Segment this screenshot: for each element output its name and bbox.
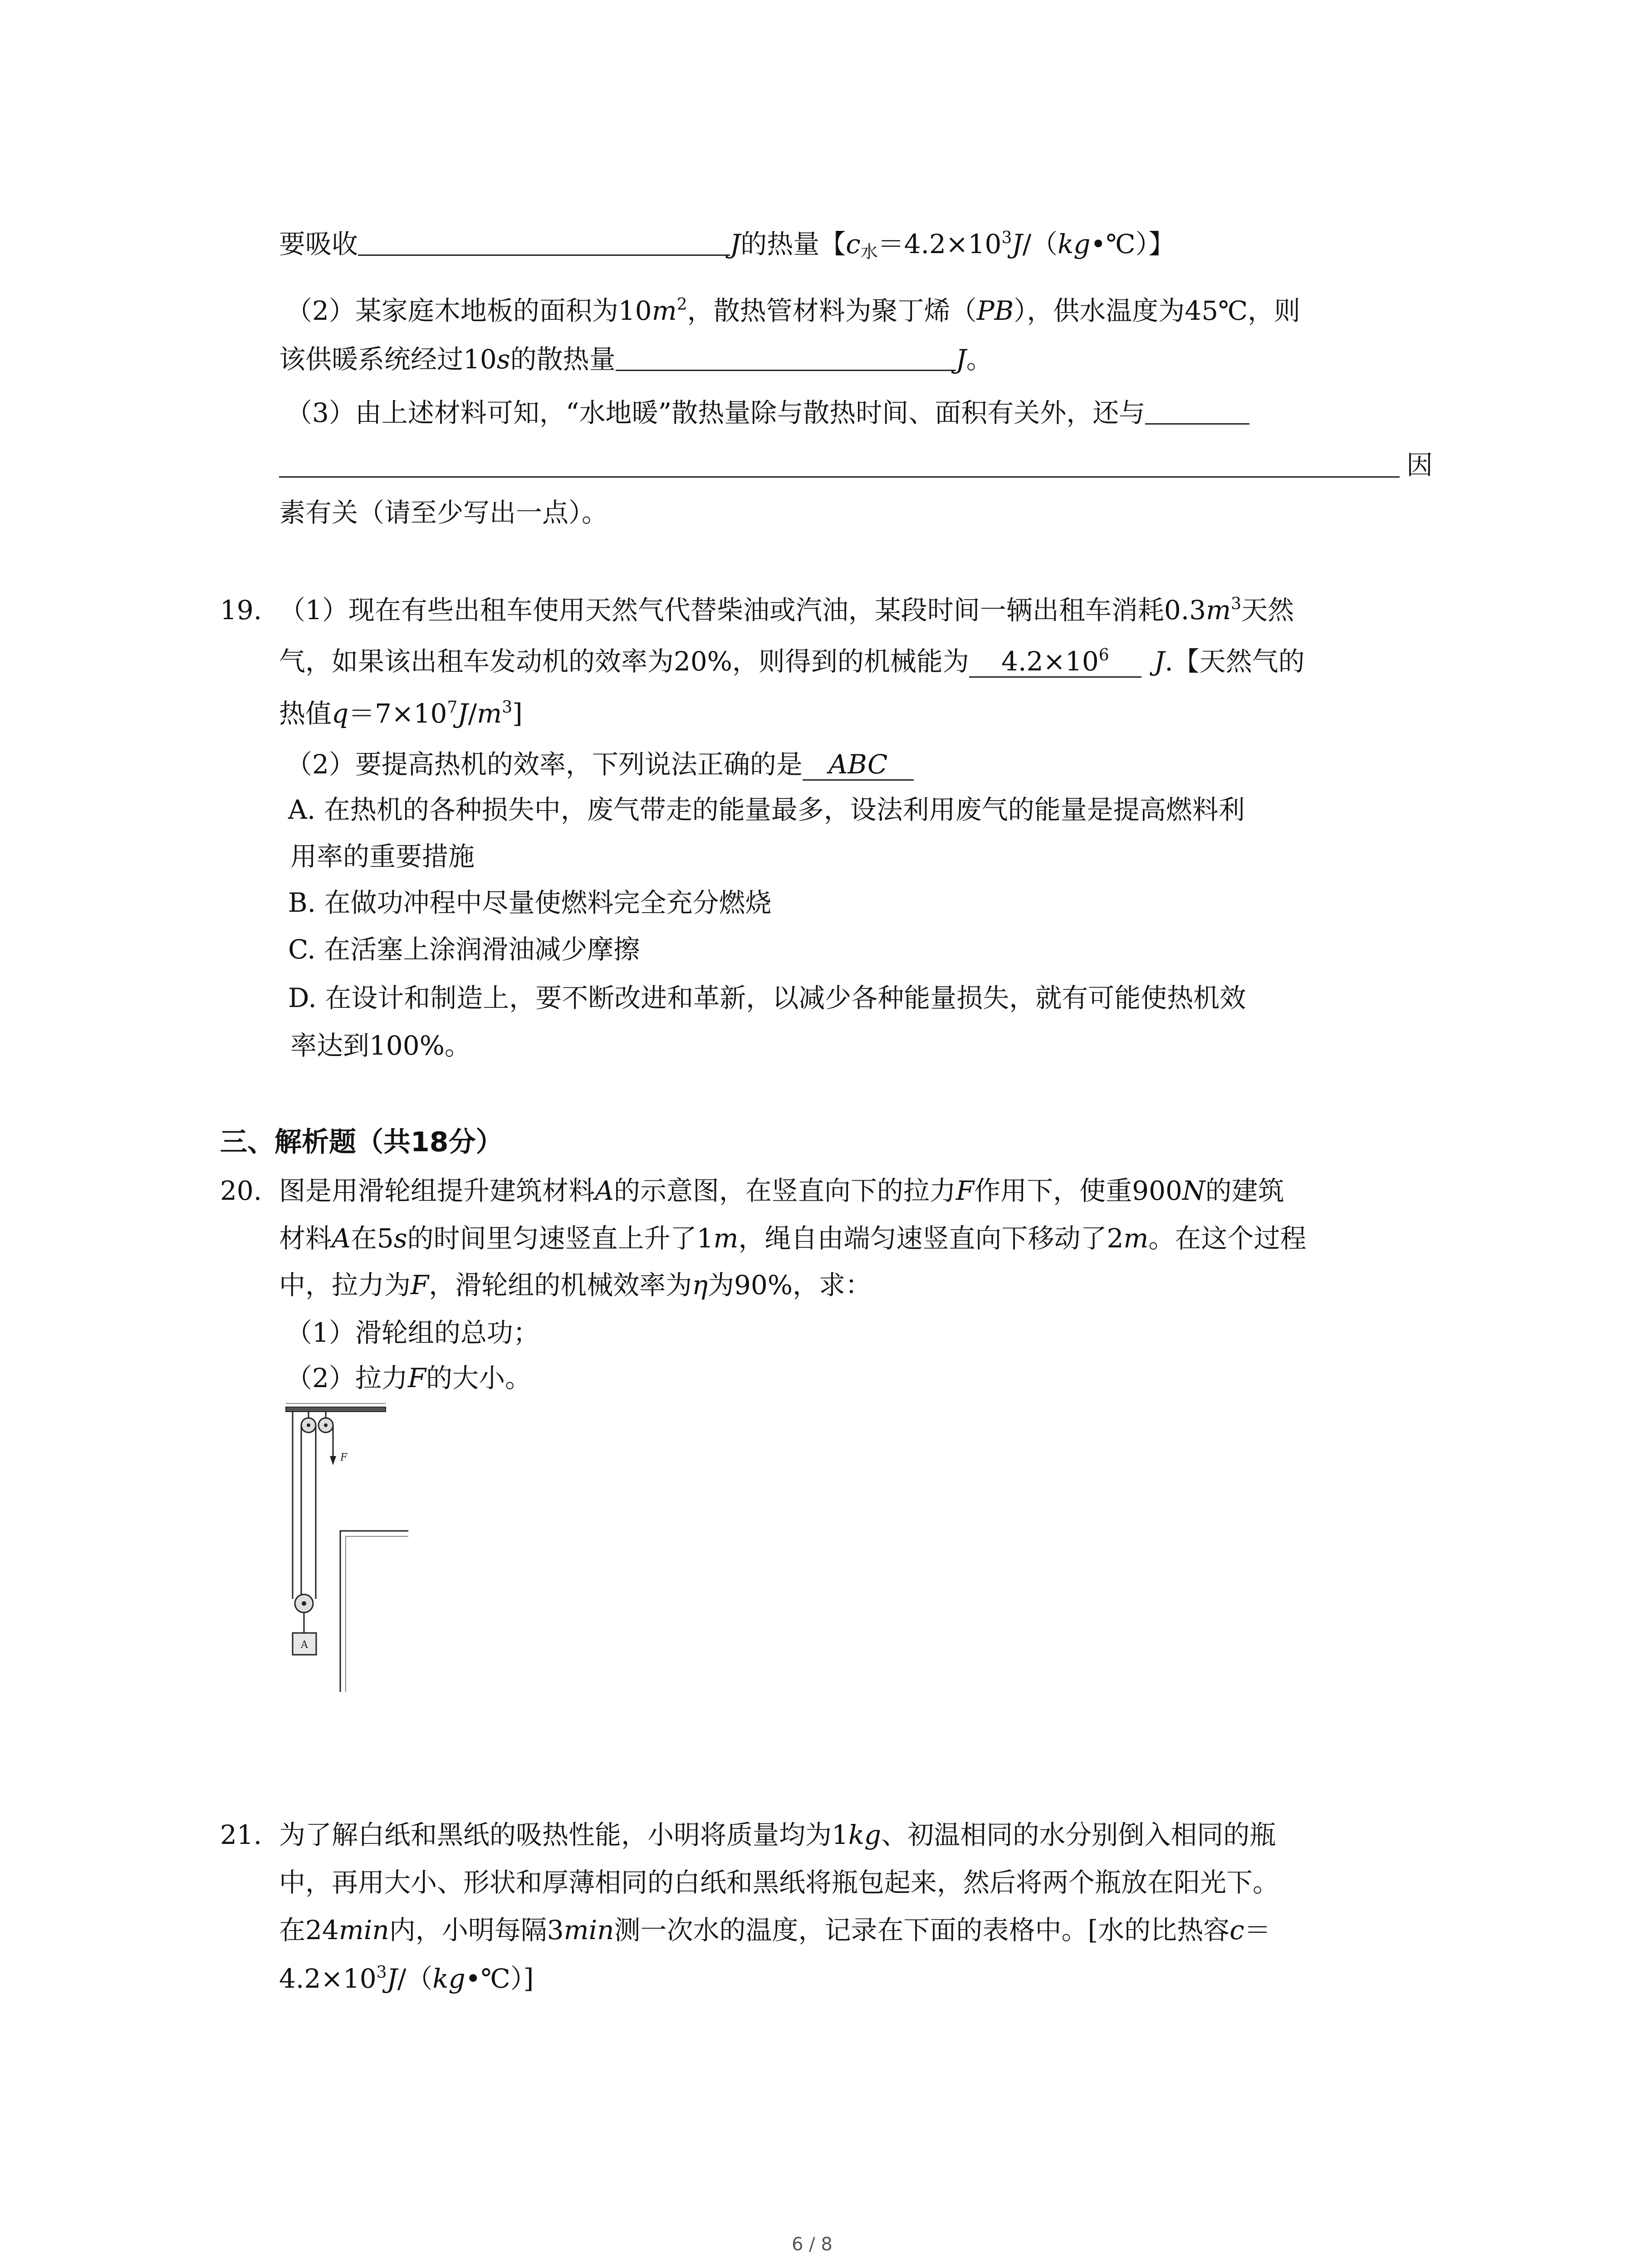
q19-number xyxy=(220,592,262,628)
text: 。在这个过程 xyxy=(1148,1223,1307,1254)
exponent: 3 xyxy=(502,698,513,717)
text: 图是用滑轮组提升建筑材料 xyxy=(279,1175,595,1206)
text: （2）某家庭木地板的面积为10 xyxy=(286,295,652,326)
text: ] xyxy=(512,698,523,729)
q18-line-4 xyxy=(286,395,1249,431)
subscript: 水 xyxy=(860,242,878,262)
value: ＝7×10 xyxy=(348,698,447,729)
text: 要吸收 xyxy=(279,229,358,259)
question-number: 21. xyxy=(220,1819,262,1850)
text: 测一次水的温度，记录在下面的表格中。[水的比热容 xyxy=(614,1915,1230,1945)
unit: N xyxy=(1182,1175,1205,1206)
pulley-hub xyxy=(302,1601,306,1606)
text: 的示意图，在竖直向下的拉力 xyxy=(613,1175,956,1206)
unit: s xyxy=(393,1223,407,1254)
q20-line-4 xyxy=(286,1315,539,1351)
text: 素有关（请至少写出一点）。 xyxy=(279,497,608,528)
q18-line-1 xyxy=(279,226,1175,262)
text: 在24 xyxy=(279,1915,339,1945)
text: / xyxy=(468,698,477,729)
symbol: F xyxy=(955,1175,975,1206)
question-number: 20. xyxy=(220,1175,262,1206)
text: （1）滑轮组的总功； xyxy=(286,1317,539,1348)
option-b: B. 在做功冲程中尽量使燃料完全充分燃烧 xyxy=(288,887,772,918)
value: 4.2×10 xyxy=(279,1963,377,1994)
q21-line-1 xyxy=(279,1817,1276,1853)
text: ，散热管材料为聚丁烯（ xyxy=(687,295,977,326)
text: 的大小。 xyxy=(426,1363,532,1393)
load-label: A xyxy=(301,1639,308,1651)
q20-line-5 xyxy=(286,1360,531,1396)
text: 材料 xyxy=(279,1223,332,1254)
section-heading xyxy=(220,1124,503,1160)
unit: J xyxy=(1012,229,1023,259)
text: 。 xyxy=(966,344,993,375)
q18-line-3 xyxy=(279,341,993,377)
q19-line-3 xyxy=(279,695,523,732)
unit: J xyxy=(730,229,741,259)
text: 中，拉力为 xyxy=(279,1270,411,1300)
text: 的散热量 xyxy=(510,344,616,375)
q20-line-2 xyxy=(279,1220,1306,1256)
exponent: 6 xyxy=(1098,646,1109,665)
option-a-cont: 用率的重要措施 xyxy=(290,841,475,872)
section-title: 三、解析题（共18分） xyxy=(220,1126,503,1158)
q19-line-2 xyxy=(279,643,1305,679)
unit: s xyxy=(496,344,510,375)
symbol: q xyxy=(332,698,349,729)
q20-line-3 xyxy=(279,1267,872,1303)
q20-number xyxy=(220,1173,262,1209)
unit: m xyxy=(652,295,677,326)
text: ，绳自由端匀速竖直向下移动了2 xyxy=(738,1223,1124,1254)
text: /（ xyxy=(1022,229,1058,259)
q19-line-4 xyxy=(286,746,914,782)
symbol: PB xyxy=(976,295,1014,326)
unit: m xyxy=(477,698,502,729)
page-footer xyxy=(792,2234,833,2255)
text: 的建筑 xyxy=(1205,1175,1284,1206)
unit: J xyxy=(387,1963,397,1994)
text: /（ xyxy=(397,1963,433,1994)
q21-line-3 xyxy=(279,1912,1271,1948)
unit: min xyxy=(338,1915,389,1945)
question-number: 19. xyxy=(220,595,262,626)
unit: m xyxy=(713,1223,739,1254)
text: 热值 xyxy=(279,698,332,729)
pulley-hub xyxy=(307,1423,310,1427)
answer-blank[interactable] xyxy=(803,749,914,781)
text: •℃）】 xyxy=(1090,229,1175,259)
q19-option-d-2 xyxy=(290,1027,471,1064)
unit: J xyxy=(1154,646,1165,677)
symbol: A xyxy=(332,1223,351,1254)
text: 天然 xyxy=(1241,595,1294,626)
page-number: 6 / 8 xyxy=(792,2234,833,2255)
exponent: 7 xyxy=(447,698,458,717)
text: 的时间里匀速竖直上升了1 xyxy=(407,1223,714,1254)
pulley-hub xyxy=(324,1423,328,1427)
text: .【天然气的 xyxy=(1165,646,1305,677)
q19-option-a-1 xyxy=(288,792,1245,828)
unit: J xyxy=(457,698,468,729)
text: 内，小明每隔3 xyxy=(389,1915,564,1945)
unit: kg xyxy=(432,1963,465,1994)
answer-value: 4.2×10 xyxy=(1001,646,1099,677)
q18-line-6 xyxy=(279,494,608,531)
option-d-cont: 率达到100%。 xyxy=(290,1030,471,1061)
answer-blank-long[interactable] xyxy=(279,476,1400,478)
text: 作用下，使重900 xyxy=(974,1175,1182,1206)
unit: J xyxy=(955,344,966,375)
symbol: A xyxy=(595,1175,614,1206)
q18-line-2 xyxy=(286,293,1300,329)
text: （2）拉力 xyxy=(286,1363,408,1393)
q19-option-d-1 xyxy=(288,980,1246,1016)
q20-line-1 xyxy=(279,1173,1284,1209)
text: 中，再用大小、形状和厚薄相同的白纸和黑纸将瓶包起来，然后将两个瓶放在阳光下。 xyxy=(279,1867,1279,1898)
q21-number xyxy=(220,1817,262,1853)
force-arrow xyxy=(330,1456,336,1465)
unit: kg xyxy=(1058,229,1091,259)
text: 因 xyxy=(1406,450,1433,480)
answer-blank[interactable] xyxy=(1145,395,1249,425)
text: 该供暖系统经过10 xyxy=(279,344,497,375)
text: ），供水温度为45℃，则 xyxy=(1014,295,1300,326)
q18-line-5-end xyxy=(1406,447,1433,483)
symbol: c xyxy=(1230,1915,1244,1945)
option-d: D. 在设计和制造上，要不断改进和革新，以减少各种能量损失，就有可能使热机效 xyxy=(288,982,1246,1013)
exponent: 3 xyxy=(1231,595,1242,613)
symbol: F xyxy=(411,1270,429,1300)
text: 在5 xyxy=(350,1223,394,1254)
text: 为90%，求： xyxy=(708,1270,872,1300)
option-c: C. 在活塞上涂润滑油减少摩擦 xyxy=(288,934,640,965)
unit: min xyxy=(563,1915,614,1945)
option-a: A. 在热机的各种损失中，废气带走的能量最多，设法利用废气的能量是提高燃料利 xyxy=(288,794,1245,825)
text: ＝ xyxy=(1244,1915,1271,1945)
exponent: 2 xyxy=(676,295,687,314)
text: 气，如果该出租车发动机的效率为20%，则得到的机械能为 xyxy=(279,646,969,677)
answer-blank[interactable] xyxy=(969,646,1141,678)
exponent: 3 xyxy=(376,1963,387,1982)
q19-option-c xyxy=(288,931,640,968)
symbol: η xyxy=(692,1270,708,1300)
symbol: F xyxy=(407,1363,426,1393)
text: 为了解白纸和黑纸的吸热性能，小明将质量均为1 xyxy=(279,1819,848,1850)
q19-option-b xyxy=(288,885,772,921)
text: 的热量【 xyxy=(740,229,846,259)
building-ledge xyxy=(340,1531,408,1692)
text: ，滑轮组的机械效率为 xyxy=(429,1270,692,1300)
unit: m xyxy=(1206,595,1231,626)
ceiling-beam xyxy=(286,1407,386,1412)
text: （2）要提高热机的效率，下列说法正确的是 xyxy=(286,749,803,780)
text: •℃）] xyxy=(465,1963,534,1994)
building-ledge-inner xyxy=(346,1536,408,1692)
exponent: 3 xyxy=(1001,229,1012,247)
symbol: c xyxy=(846,229,861,259)
force-label: F xyxy=(340,1452,348,1463)
text: （3）由上述材料可知，“水地暖”散热量除与散热时间、面积有关外，还与 xyxy=(286,397,1146,428)
q21-line-2 xyxy=(279,1864,1279,1901)
text: （1）现在有些出租车使用天然气代替柴油或汽油，某段时间一辆出租车消耗0.3 xyxy=(279,595,1206,626)
pulley-diagram xyxy=(272,1397,408,1692)
unit: kg xyxy=(848,1819,882,1850)
q19-line-1 xyxy=(279,592,1294,628)
answer-blank[interactable] xyxy=(616,342,956,371)
value: ＝4.2×10 xyxy=(877,229,1002,259)
answer-blank[interactable] xyxy=(358,226,730,256)
unit: m xyxy=(1123,1223,1149,1254)
answer-value: ABC xyxy=(828,749,888,780)
q21-line-4 xyxy=(279,1960,534,1997)
text: 、初温相同的水分别倒入相同的瓶 xyxy=(881,1819,1276,1850)
q19-option-a-2 xyxy=(290,838,475,875)
